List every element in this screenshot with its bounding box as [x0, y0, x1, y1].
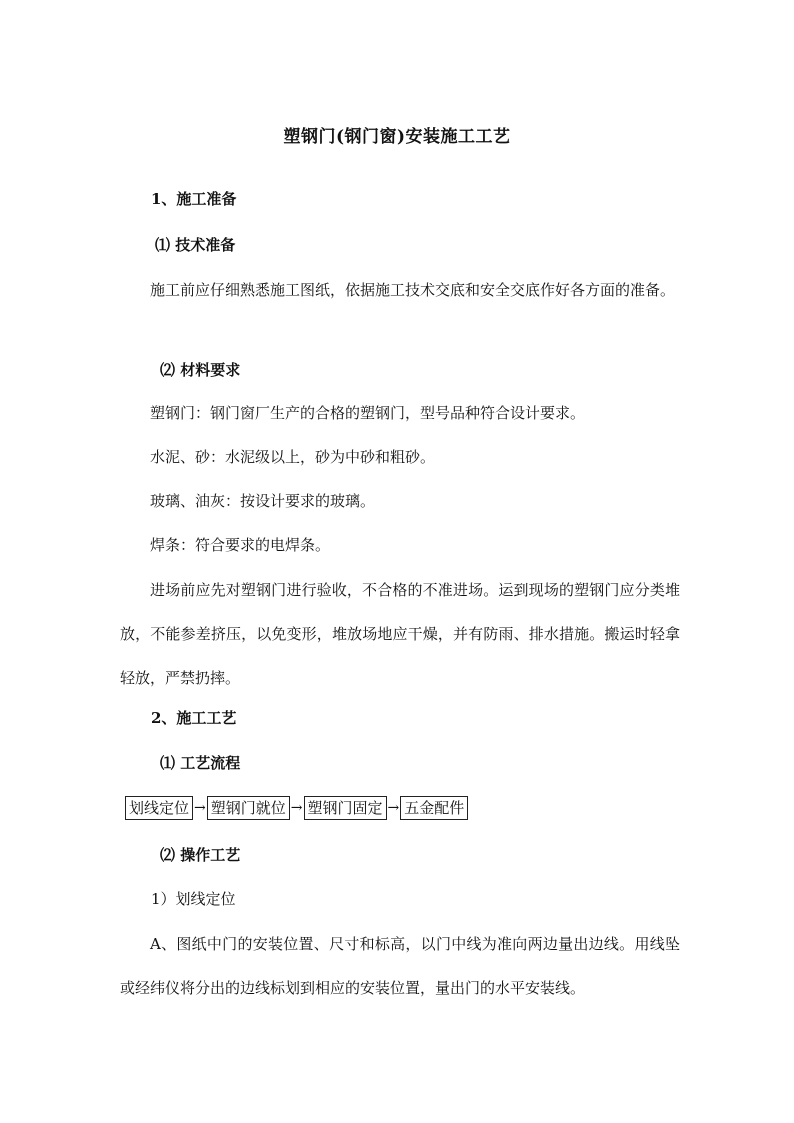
subheading-material-requirements: ⑵ 材料要求	[160, 361, 241, 379]
flow-arrow-icon: →	[194, 800, 206, 816]
flow-step-fixing: 塑钢门固定	[304, 796, 387, 820]
process-flow-chart	[125, 795, 468, 821]
paragraph-technical-prep: 施工前应仔细熟悉施工图纸，依据施工技术交底和安全交底作好各方面的准备。	[150, 281, 676, 299]
section-heading-process: 2、施工工艺	[151, 709, 237, 727]
material-item-glass: 玻璃、油灰：按设计要求的玻璃。	[150, 492, 376, 510]
step-marking-heading: 1）划线定位	[151, 890, 236, 908]
flow-arrow-icon: →	[290, 800, 303, 816]
section-heading-preparation: 1、施工准备	[151, 190, 237, 208]
flow-arrow-icon: →	[387, 800, 400, 816]
material-item-door: 塑钢门：钢门窗厂生产的合格的塑钢门，型号品种符合设计要求。	[150, 404, 586, 422]
subheading-process-flow: ⑴ 工艺流程	[160, 754, 241, 772]
paragraph-site-acceptance: 进场前应先对塑钢门进行验收，不合格的不准进场。运到现场的塑钢门应分类堆放，不能参差挤压，以免变形，堆放场地应干燥，并有防雨、排水措施。搬运时轻拿轻放，严禁扔摔。	[120, 581, 680, 687]
page-title: 塑钢门(钢门窗)安装施工工艺	[283, 127, 511, 147]
subheading-operation-process: ⑵ 操作工艺	[160, 846, 241, 864]
flow-step-positioning: 塑钢门就位	[207, 796, 290, 820]
paragraph-marking-details: A、图纸中门的安装位置、尺寸和标高，以门中线为准向两边量出边线。用线坠或经纬仪将分出的边线标划到相应的安装位置，量出门的水平安装线。	[120, 935, 680, 997]
flow-step-marking: 划线定位	[125, 796, 193, 820]
material-item-cement: 水泥、砂：水泥级以上，砂为中砂和粗砂。	[150, 448, 436, 466]
material-item-welding-rod: 焊条：符合要求的电焊条。	[150, 536, 331, 554]
subheading-technical-prep: ⑴ 技术准备	[155, 236, 236, 254]
flow-step-hardware: 五金配件	[400, 796, 468, 820]
